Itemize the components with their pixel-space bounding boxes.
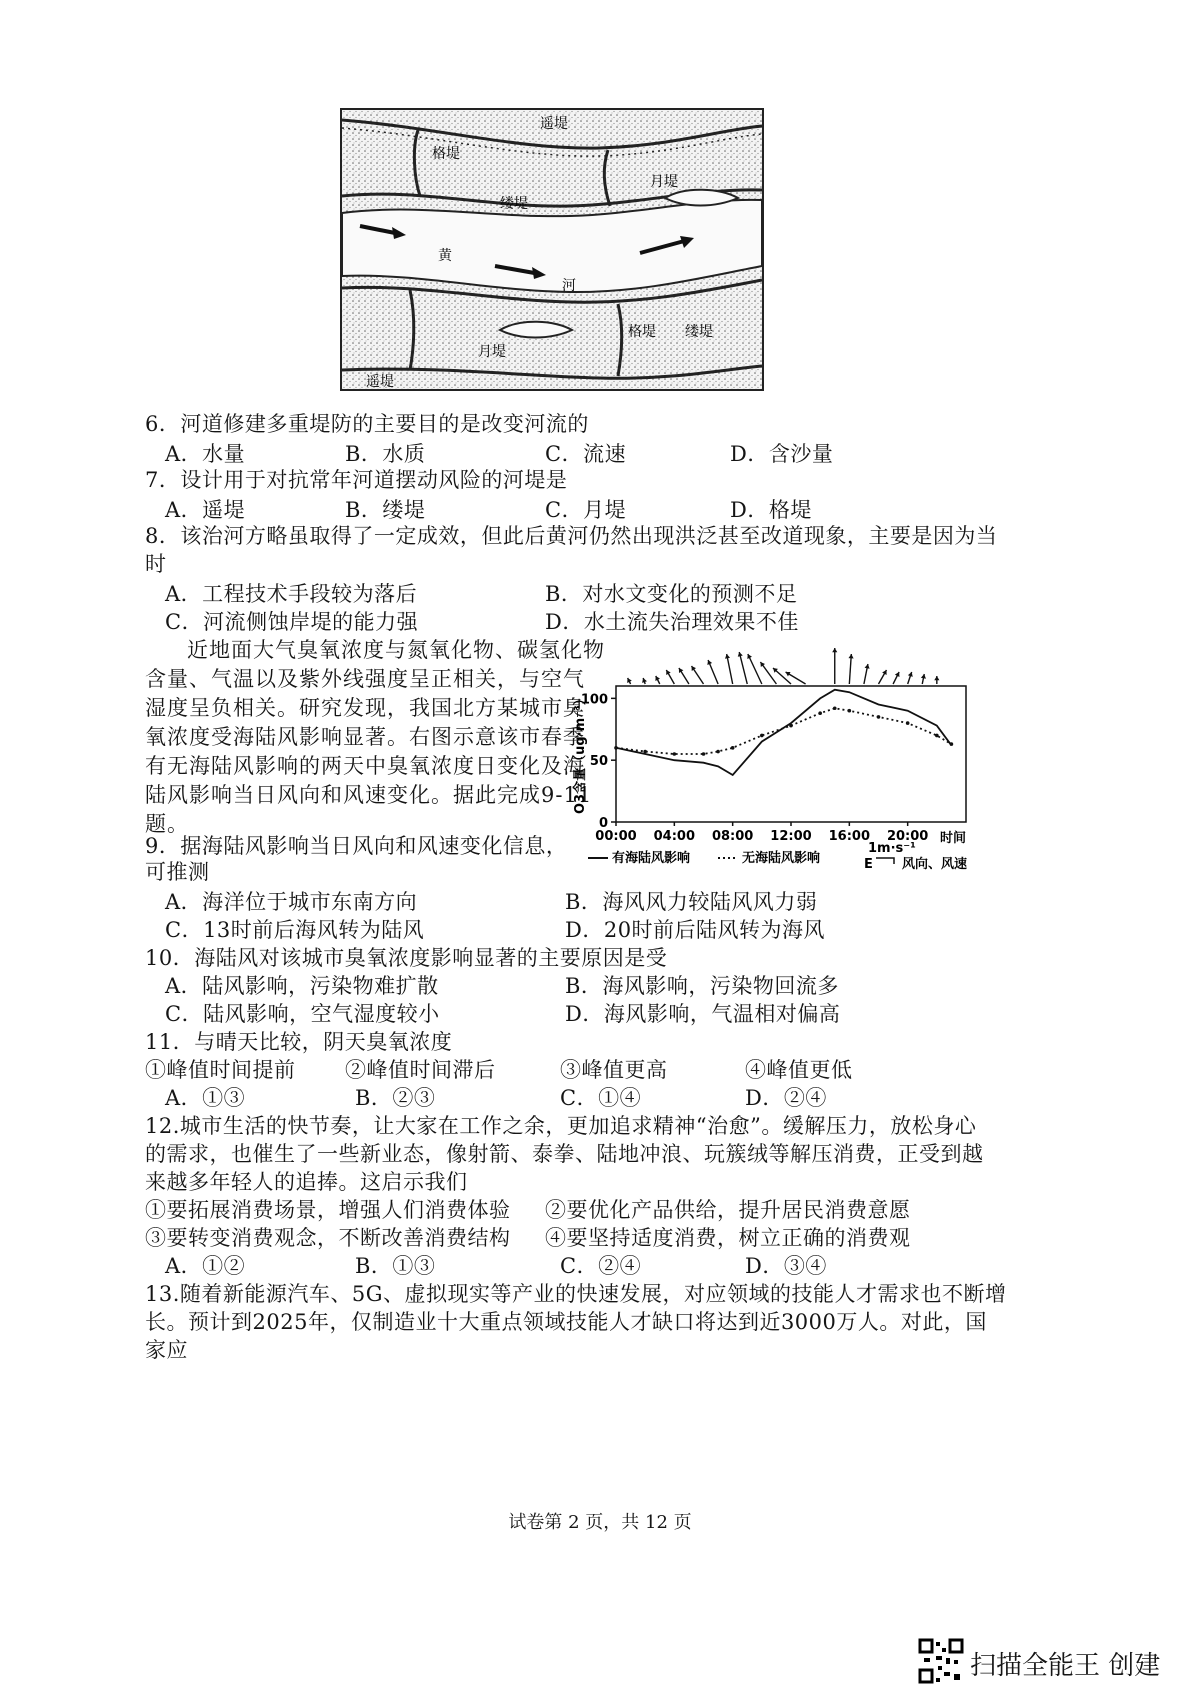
q12-option-a: A．①② (165, 1254, 246, 1278)
x-axis-label: 时间 (940, 831, 967, 846)
wind-arrow-9 (748, 654, 762, 684)
y-tick-label-0: 0 (598, 816, 608, 831)
q12-item-4: ④要坚持适度消费，树立正确的消费观 (545, 1226, 911, 1250)
q8-option-d: D．水土流失治理效果不佳 (545, 610, 799, 634)
wind-arrow-14 (849, 654, 851, 684)
label-river-huang: 黄 (438, 248, 452, 264)
q10-option-a: A．陆风影响，污染物难扩散 (165, 974, 439, 998)
x-tick-label-1: 04:00 (653, 829, 696, 844)
q11-item-2: ②峰值时间滞后 (345, 1058, 496, 1082)
series-point-1-7 (789, 724, 793, 728)
river-dike-map (340, 108, 764, 391)
q8-option-c: C．河流侧蚀岸堤的能力强 (165, 610, 419, 634)
y-tick-label-100: 100 (580, 692, 608, 708)
q10-option-b: B．海风影响，污染物回流多 (565, 974, 839, 998)
series-line-1 (616, 708, 951, 754)
q8-stem-line1: 8．该治河方略虽取得了一定成效，但此后黄河仍然出现洪泛甚至改道现象，主要是因为当 (145, 524, 998, 548)
q11-stem: 11．与晴天比较，阴天臭氧浓度 (145, 1030, 453, 1054)
series-point-1-13 (935, 734, 939, 738)
series-point-1-2 (673, 752, 677, 756)
series-point-1-14 (950, 742, 954, 746)
series-group (614, 690, 953, 775)
wind-legend-label: 风向、风速 (902, 857, 968, 872)
wind-arrows (627, 648, 939, 684)
wind-legend-arrow (876, 858, 894, 864)
wind-arrowhead-8 (738, 652, 743, 657)
y-tick-label-50: 50 (589, 754, 608, 770)
series-point-1-3 (702, 752, 706, 756)
series-point-1-4 (716, 750, 720, 754)
q9-option-a: A．海洋位于城市东南方向 (165, 890, 418, 914)
label-yaoti-top: 遥堤 (540, 116, 568, 132)
label-luti-top: 缕堤 (500, 196, 528, 212)
q13-stem-line2: 长。预计到2025年，仅制造业十大重点领域技能人才缺口将达到近3000万人。对此，国 (145, 1310, 987, 1334)
q12-option-b: B．①③ (355, 1254, 436, 1278)
q6-option-a: A．水量 (165, 442, 246, 466)
q7-option-a: A．遥堤 (165, 498, 246, 522)
wind-arrowhead-20 (934, 676, 939, 680)
series-point-1-1 (643, 750, 647, 754)
series-line-0 (616, 690, 951, 775)
q9-stem-line2: 可推测 (145, 860, 210, 884)
q7-option-c: C．月堤 (545, 498, 627, 522)
q13-stem-line3: 家应 (145, 1338, 188, 1362)
wind-arrowhead-14 (848, 654, 853, 658)
label-yaoti-bottom: 遥堤 (366, 374, 394, 390)
series-point-1-0 (614, 746, 618, 750)
q12-stem-line1: 12.城市生活的快节奏，让大家在工作之余，更加追求精神“治愈”。缓解压力，放松身心 (145, 1114, 977, 1138)
q8-stem-line2: 时 (145, 552, 167, 576)
label-yueti-bottom: 月堤 (478, 344, 506, 360)
x-tick-label-0: 00:00 (595, 829, 637, 844)
series-point-1-12 (906, 721, 910, 725)
q9-option-d: D．20时前后陆风转为海风 (565, 918, 826, 942)
q6-option-b: B．水质 (345, 442, 426, 466)
watermark-text: 扫描全能王 创建 (970, 1651, 1161, 1681)
wind-east-label: E (864, 857, 873, 872)
q9-11-intro: 近地面大气臭氧浓度与氮氧化物、碳氢化物含量、气温以及紫外线强度呈正相关，与空气湿度呈负相关。研究发现，我国北方某城市臭氧浓度受海陆风影响显著。右图示意该市春季有无海陆风影响的两天中臭氧浓度日变化及海陆风影响当日风向和风速变化。据此完成9-11题。 (145, 638, 605, 836)
q12-option-c: C．②④ (560, 1254, 642, 1278)
label-geti-right: 格堤 (628, 324, 656, 340)
ozone-chart-svg (568, 636, 988, 876)
label-river-he: 河 (562, 278, 576, 294)
q11-item-4: ④峰值更低 (745, 1058, 853, 1082)
q9-option-c: C．13时前后海风转为陆风 (165, 918, 425, 942)
series-point-1-8 (818, 711, 822, 715)
plot-frame (616, 686, 966, 822)
q11-option-b: B．②③ (355, 1086, 436, 1110)
q8-option-b: B．对水文变化的预测不足 (545, 582, 798, 606)
q12-item-1: ①要拓展消费场景，增强人们消费体验 (145, 1198, 511, 1222)
q6-option-c: C．流速 (545, 442, 627, 466)
wind-arrow-8 (739, 652, 747, 684)
label-luti-bottom: 缕堤 (685, 324, 713, 340)
q11-option-a: A．①③ (165, 1086, 246, 1110)
page-footer: 试卷第 2 页，共 12 页 (508, 1512, 692, 1533)
x-tick-label-4: 16:00 (828, 829, 871, 844)
q7-option-d: D．格堤 (730, 498, 812, 522)
legend-solid-label: 有海陆风影响 (612, 851, 691, 866)
q10-option-d: D．海风影响，气温相对偏高 (565, 1002, 841, 1026)
q7-stem: 7．设计用于对抗常年河道摆动风险的河堤是 (145, 468, 568, 492)
x-tick-label-2: 08:00 (711, 829, 754, 844)
q11-item-3: ③峰值更高 (560, 1058, 668, 1082)
q12-item-3: ③要转变消费观念，不断改善消费结构 (145, 1226, 511, 1250)
series-point-1-10 (848, 709, 852, 713)
series-point-1-5 (731, 746, 735, 750)
series-point-1-9 (833, 706, 837, 710)
q11-option-c: C．①④ (560, 1086, 642, 1110)
q11-item-1: ①峰值时间提前 (145, 1058, 296, 1082)
q12-stem-line2: 的需求，也催生了一些新业态，像射箭、泰拳、陆地冲浪、玩簇绒等解压消费，正受到越 (145, 1142, 984, 1166)
q7-option-b: B．缕堤 (345, 498, 426, 522)
q12-option-d: D．③④ (745, 1254, 827, 1278)
series-point-1-11 (877, 715, 881, 719)
wind-arrow-7 (727, 654, 733, 684)
y-axis-label: O3含量（ug·m⁻³） (573, 692, 588, 814)
q13-stem-line1: 13.随着新能源汽车、5G、虚拟现实等产业的快速发展，对应领域的技能人才需求也不断增 (145, 1282, 1007, 1306)
q6-stem: 6．河道修建多重堤防的主要目的是改变河流的 (145, 412, 589, 436)
q8-option-a: A．工程技术手段较为落后 (165, 582, 418, 606)
wind-scale-label: 1m·s⁻¹ (868, 841, 916, 856)
legend-dotted-label: 无海陆风影响 (742, 851, 821, 866)
x-tick-label-3: 12:00 (770, 829, 812, 844)
q10-stem: 10．海陆风对该城市臭氧浓度影响显著的主要原因是受 (145, 946, 668, 970)
q11-option-d: D．②④ (745, 1086, 827, 1110)
q6-option-d: D．含沙量 (730, 442, 834, 466)
q10-option-c: C．陆风影响，空气湿度较小 (165, 1002, 440, 1026)
x-tick-label-5: 20:00 (886, 829, 929, 844)
label-geti-left: 格堤 (432, 146, 460, 162)
ozone-chart (568, 636, 988, 876)
label-yueti-top: 月堤 (650, 174, 678, 190)
qr-code-icon (918, 1638, 964, 1684)
wind-arrowhead-13 (832, 648, 837, 652)
q12-stem-line3: 来越多年轻人的追捧。这启示我们 (145, 1170, 468, 1194)
q9-stem-line1: 9．据海陆风影响当日风向和风速变化信息， (145, 834, 568, 858)
series-point-1-6 (760, 734, 764, 738)
q12-item-2: ②要优化产品供给，提升居民消费意愿 (545, 1198, 911, 1222)
river-dike-map-svg (340, 108, 764, 391)
q9-option-b: B．海风风力较陆风风力弱 (565, 890, 818, 914)
